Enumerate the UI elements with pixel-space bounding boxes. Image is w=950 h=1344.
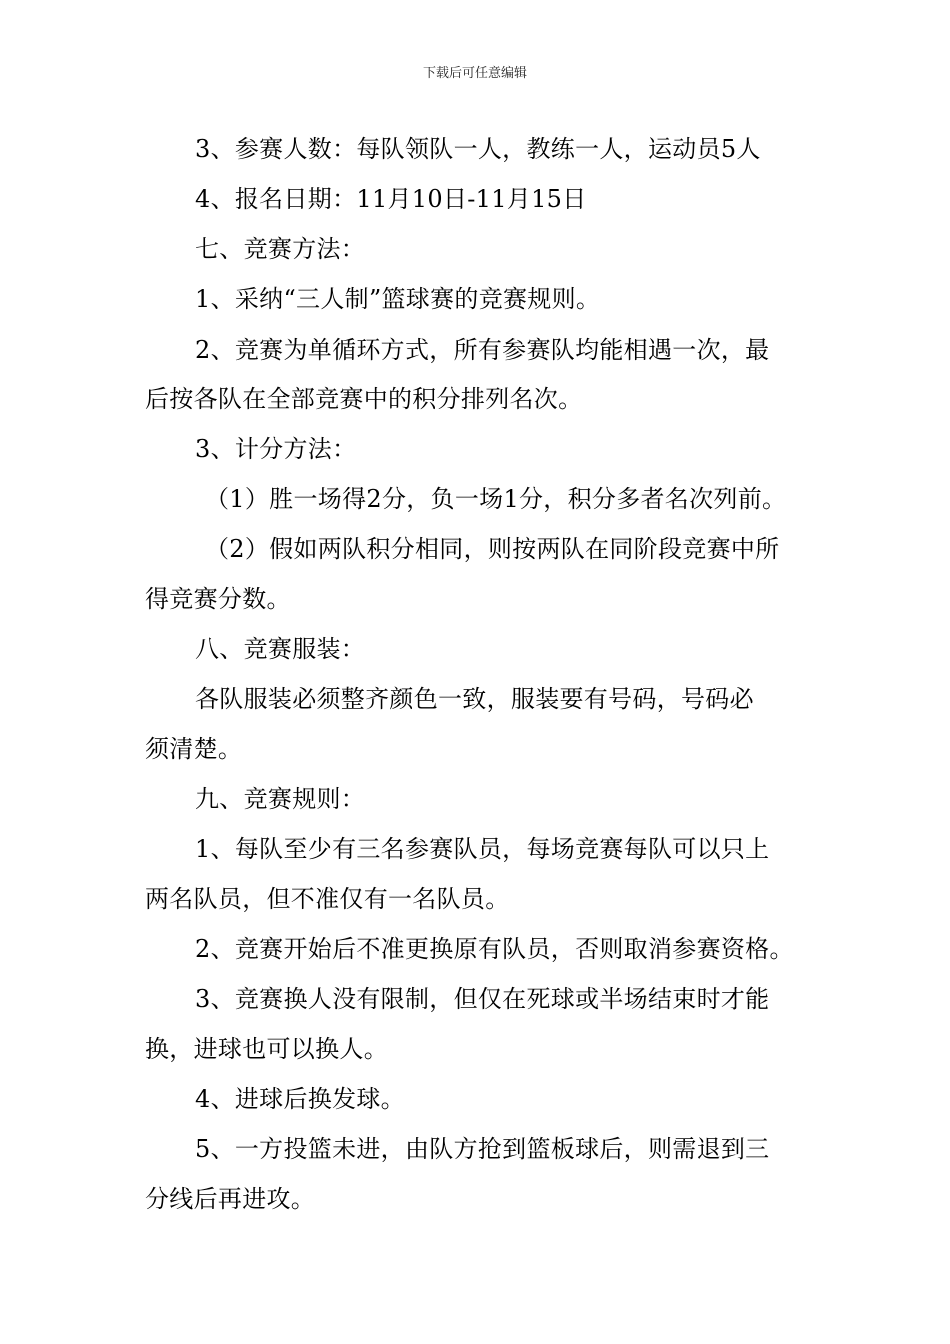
section-heading-competition-method: 七、竞赛方法： <box>195 235 366 263</box>
text-line-rules-adopted: 1、采纳“三人制”篮球赛的竞赛规则。 <box>195 285 601 313</box>
text-line-scoring-method: 3、计分方法： <box>195 435 357 463</box>
text-line-rule-3: 3、竞赛换人没有限制，但仅在死球或半场结束时才能 <box>195 985 770 1013</box>
text-line-rule-5-cont: 分线后再进攻。 <box>145 1185 316 1213</box>
text-line-participants: 3、参赛人数：每队领队一人，教练一人，运动员5人 <box>195 135 761 163</box>
text-line-rule-4: 4、进球后换发球。 <box>195 1085 405 1113</box>
text-line-rule-2: 2、竞赛开始后不准更换原有队员，否则取消参赛资格。 <box>195 935 794 963</box>
text-line-round-robin: 2、竞赛为单循环方式，所有参赛队均能相遇一次，最 <box>195 336 770 364</box>
text-line-rule-1: 1、每队至少有三名参赛队员，每场竞赛每队可以只上 <box>195 835 770 863</box>
text-line-rule-5: 5、一方投篮未进，由队方抢到篮板球后，则需退到三 <box>195 1135 770 1163</box>
text-line-registration-date: 4、报名日期：11月10日-11月15日 <box>195 185 587 213</box>
section-heading-rules: 九、竞赛规则： <box>195 785 366 813</box>
text-line-scoring-1: （1）胜一场得2分，负一场1分，积分多者名次列前。 <box>205 485 787 513</box>
text-line-scoring-2-cont: 得竞赛分数。 <box>145 585 291 613</box>
text-line-scoring-2: （2）假如两队积分相同，则按两队在同阶段竞赛中所 <box>205 535 780 563</box>
text-line-round-robin-cont: 后按各队在全部竞赛中的积分排列名次。 <box>145 385 583 413</box>
page-header: 下载后可任意编辑 <box>422 66 527 81</box>
text-line-rule-3-cont: 换，进球也可以换人。 <box>145 1035 388 1063</box>
section-heading-uniform: 八、竞赛服装： <box>195 635 366 663</box>
text-line-rule-1-cont: 两名队员，但不准仅有一名队员。 <box>145 885 510 913</box>
text-line-uniform-cont: 须清楚。 <box>145 735 243 763</box>
text-line-uniform: 各队服装必须整齐颜色一致，服装要有号码，号码必 <box>195 685 754 713</box>
